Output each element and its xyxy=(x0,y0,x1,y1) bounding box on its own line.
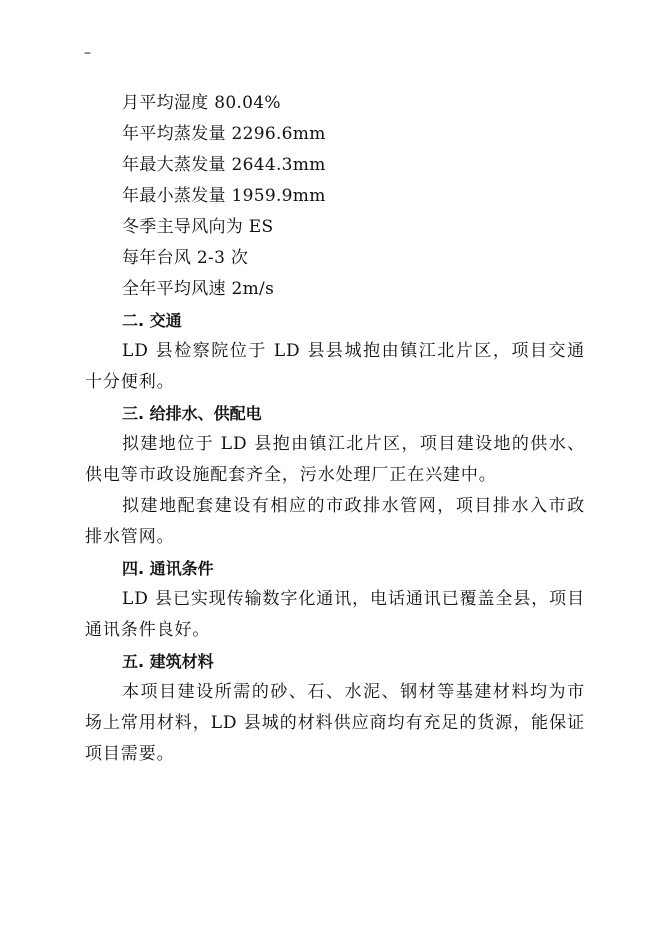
section-heading-materials: 五. 建筑材料 xyxy=(122,652,214,671)
paragraph-traffic: LD 县检察院位于 LD 县县城抱由镇江北片区，项目交通十分便利。 xyxy=(85,341,585,392)
climate-winter-wind: 冬季主导风向为 ES xyxy=(122,217,274,237)
paragraph-materials: 本项目建设所需的砂、石、水泥、钢材等基建材料均为市场上常用材料，LD 县城的材料供应商均有充足的货源，能保证项目需要。 xyxy=(85,682,585,764)
paragraph-water-power-2: 拟建地配套建设有相应的市政排水管网，项目排水入市政排水管网。 xyxy=(85,496,585,547)
paragraph-water-power-1: 拟建地位于 LD 县抱由镇江北片区，项目建设地的供水、供电等市政设施配套齐全，污水处理厂正在兴建中。 xyxy=(85,434,585,485)
section-heading-telecom: 四. 通讯条件 xyxy=(122,559,214,578)
paragraph-telecom: LD 县已实现传输数字化通讯，电话通讯已覆盖全县，项目通讯条件良好。 xyxy=(85,589,585,640)
document-body xyxy=(85,88,585,770)
climate-typhoon: 每年台风 2-3 次 xyxy=(122,248,249,268)
section-heading-traffic: 二. 交通 xyxy=(122,311,182,330)
climate-humidity: 月平均湿度 80.04% xyxy=(122,93,281,113)
climate-min-evaporation: 年最小蒸发量 1959.9mm xyxy=(122,186,326,206)
climate-avg-evaporation: 年平均蒸发量 2296.6mm xyxy=(122,124,326,144)
header-mark: – xyxy=(84,45,91,61)
climate-max-evaporation: 年最大蒸发量 2644.3mm xyxy=(122,155,326,175)
climate-wind-speed: 全年平均风速 2m/s xyxy=(122,279,275,299)
section-heading-water-power: 三. 给排水、供配电 xyxy=(122,404,262,423)
